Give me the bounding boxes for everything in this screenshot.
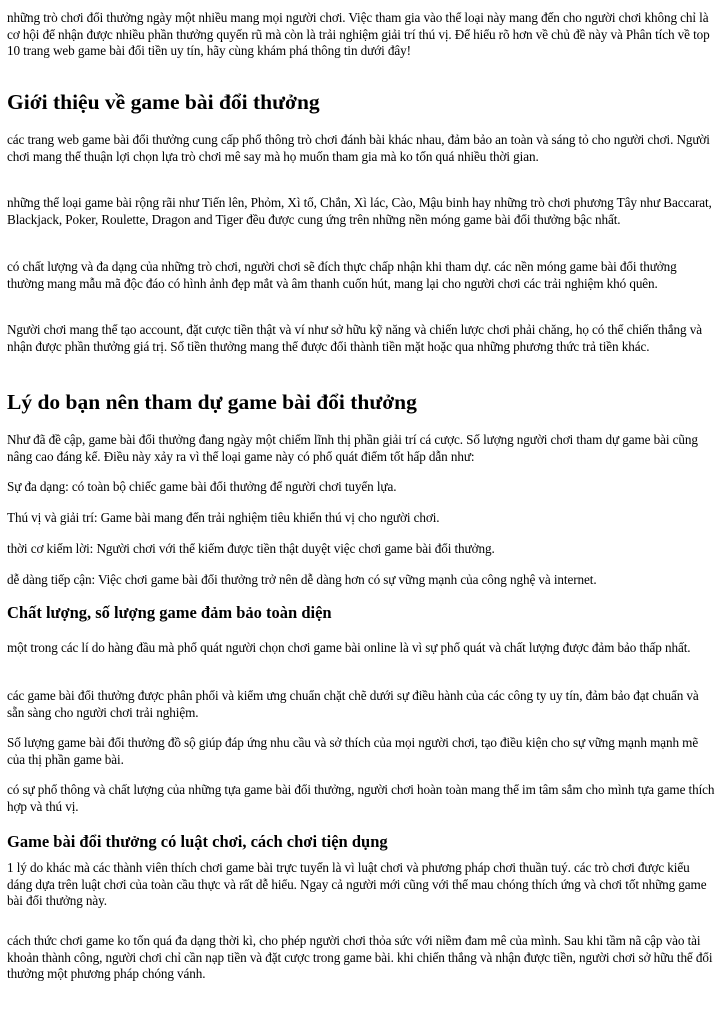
paragraph: các game bài đổi thưởng được phân phối và kiểm ưng chuẩn chặt chẽ dưới sự điều hành của các công ty uy tín, đảm bảo đạt chuẩn và sẵn sàng cho người chơi trải nghiệm. xyxy=(7,688,699,720)
paragraph: cách thức chơi game ko tốn quá đa dạng thời kì, cho phép người chơi thỏa sức với niềm đam mê của mình. Sau khi tầm nã cập vào tài khoản thành công, người chơi chỉ cần nạp tiền và đặt cược trong game bài. khi chiến thắng và nhận được tiền, người chơi sở hữu thể đổi thưởng một phương pháp chóng vánh. xyxy=(7,933,713,982)
paragraph: Sự đa dạng: có toàn bộ chiếc game bài đổi thưởng để người chơi tuyển lựa. xyxy=(7,479,397,494)
paragraph: Số lượng game bài đổi thưởng đồ sộ giúp đáp ứng nhu cầu và sở thích của mọi người chơi, tạo điều kiện cho sự vững mạnh mạnh mẽ của thị phần game bài. xyxy=(7,735,699,767)
paragraph: có sự phổ thông và chất lượng của những tựa game bài đổi thưởng, người chơi hoàn toàn mang thể im tâm sắm cho mình tựa game thích hợp và thú vị. xyxy=(7,782,715,814)
paragraph: các trang web game bài đổi thưởng cung cấp phổ thông trò chơi đánh bài khác nhau, đảm bảo an toàn và sáng tỏ cho người chơi. Người chơi mang thể thuận lợi chọn lựa trò chơi mê say mà họ muốn tham gia mà ko tốn quá nhiều thời gian. xyxy=(7,132,710,164)
paragraph: 1 lý do khác mà các thành viên thích chơi game bài trực tuyến là vì luật chơi và phương pháp chơi thuần tuý. các trò chơi được kiểu dáng dựa trên luật chơi của toàn cầu thực và rất dễ hiểu. Ngay cả người mới cũng với thể mau chóng thích ứng và chơi tốt những game bài đổi thưởng này. xyxy=(7,860,707,909)
section-heading-ly-do: Lý do bạn nên tham dự game bài đổi thưởng xyxy=(7,390,417,414)
paragraph: Thú vị và giải trí: Game bài mang đến trải nghiệm tiêu khiển thú vị cho người chơi. xyxy=(7,510,440,525)
paragraph: một trong các lí do hàng đầu mà phổ quát người chọn chơi game bài online là vì sự phổ quát và chất lượng được đảm bảo thấp nhất. xyxy=(7,640,691,655)
intro-paragraph: những trò chơi đổi thưởng ngày một nhiều mang mọi người chơi. Việc tham gia vào thể loại này mang đến cho người chơi không chỉ là cơ hội để nhận được nhiều phần thưởng quyến rũ mà còn là trải nghiệm giải trí thú vị. Để hiểu rõ hơn về chủ đề này và Phân tích về top 10 trang web game bài đổi tiền uy tín, hãy cùng khám phá thông tin dưới đây! xyxy=(7,10,710,59)
paragraph: dễ dàng tiếp cận: Việc chơi game bài đổi thưởng trở nên dễ dàng hơn có sự vững mạnh của công nghệ và internet. xyxy=(7,572,597,587)
section-heading-luat-choi: Game bài đổi thưởng có luật chơi, cách chơi tiện dụng xyxy=(7,832,388,851)
section-heading-intro-game-bai: Giới thiệu về game bài đổi thưởng xyxy=(7,90,320,114)
paragraph: những thể loại game bài rộng rãi như Tiến lên, Phỏm, Xì tố, Chắn, Xì lác, Cào, Mậu binh hay những trò chơi phương Tây như Baccarat, Blackjack, Poker, Roulette, Dragon and Tiger đều được cung ứng trên những nền móng game bài đổi thưởng bậc nhất. xyxy=(7,195,712,227)
paragraph: Người chơi mang thể tạo account, đặt cược tiền thật và ví như sở hữu kỹ năng và chiến lược chơi phải chăng, họ có thể chiến thắng và nhận được phần thưởng giá trị. Số tiền thưởng mang thể được đổi thành tiền mặt hoặc qua những phương thức trả tiền khác. xyxy=(7,322,702,354)
section-heading-chat-luong: Chất lượng, số lượng game đảm bảo toàn diện xyxy=(7,603,332,622)
paragraph: có chất lượng và đa dạng của những trò chơi, người chơi sẽ đích thực chấp nhận khi tham dự. các nền móng game bài đổi thưởng thường mang mẫu mã độc đáo có hình ảnh đẹp mắt và âm thanh cuốn hút, mang lại cho người chơi các trải nghiệm khó quên. xyxy=(7,259,677,291)
paragraph: thời cơ kiếm lời: Người chơi với thể kiếm được tiền thật duyệt việc chơi game bài đổi thưởng. xyxy=(7,541,495,556)
paragraph: Như đã đề cập, game bài đổi thưởng đang ngày một chiếm lĩnh thị phần giải trí cá cược. Số lượng người chơi tham dự game bài cũng nâng cao đáng kể. Điều này xảy ra vì thể loại game này có phổ quát điểm tốt hấp dẫn như: xyxy=(7,432,698,464)
